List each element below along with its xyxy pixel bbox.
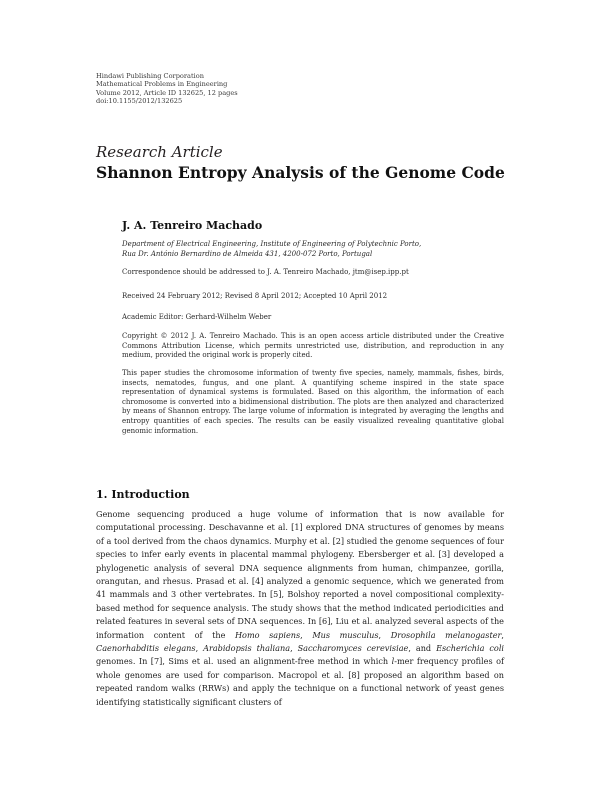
introduction-paragraph: Genome sequencing produced a huge volume of information that is now available for computational processing. Deschavanne et al. [1] explored DNA structures of genomes by means of a tool derived from the chaos dynamics. Murphy et al. [2] studied the genome sequences of four species to infer early events in placental mammal phylogeny. Ebersberger et al. [3] developed a phylogenetic analysis of several DNA sequence alignments from human, chimpanzee, gorilla, orangutan, and rhesus. Prasad et al. [4] analyzed a genomic sequence, which we generated from 41 mammals and 3 other vertebrates. In [5], Bolshoy reported a novel compositional complexity-based method for sequence analysis. The study shows that the method indicated periodicities and related features in several sets of DNA sequences. In [6], Liu et al. analyzed several aspects of the information content of the Homo sapiens, Mus musculus, Drosophila melanogaster, Caenorhabditis elegans, Arabidopsis thaliana, Saccharomyces cerevisiae, and Escherichia coli genomes. In [7], Sims et al. used an alignment-free method in which l-mer frequency profiles of whole genomes are used for comparison. Macropol et al. [8] proposed an algorithm based on repeated random walks (RRWs) and apply the technique on a functional network of yeast genes identifying statistically significant clusters of <box>96 509 505 707</box>
section-heading: 1. Introduction <box>96 488 190 501</box>
journal-header <box>96 72 238 106</box>
submission-dates: Received 24 February 2012; Revised 8 April 2012; Accepted 10 April 2012 <box>122 292 388 300</box>
correspondence: Correspondence should be addressed to J. A. Tenreiro Machado, jtm@isep.ipp.pt <box>122 268 409 276</box>
affiliation-line-2: Rua Dr. António Bernardino de Almeida 431, 4200-072 Porto, Portugal <box>122 249 373 258</box>
academic-editor: Academic Editor: Gerhard-Wilhelm Weber <box>122 313 272 321</box>
affiliation-line-1: Department of Electrical Engineering, Institute of Engineering of Polytechnic Porto, <box>122 240 422 248</box>
affiliation <box>122 240 504 259</box>
article-title: Shannon Entropy Analysis of the Genome Code <box>96 163 505 182</box>
publisher-name: Hindawi Publishing Corporation <box>96 72 204 80</box>
copyright-notice: Copyright © 2012 J. A. Tenreiro Machado. This is an open access article distributed under the Creative Commons Attribution License, which permits unrestricted use, distribution, and reproduction in any medium, provided the original work is properly cited. <box>122 332 504 360</box>
article-type: Research Article <box>96 143 223 161</box>
volume-info: Volume 2012, Article ID 132625, 12 pages <box>96 88 238 97</box>
introduction-body <box>96 508 504 709</box>
doi: doi:10.1155/2012/132625 <box>96 97 183 106</box>
abstract: This paper studies the chromosome information of twenty five species, namely, mammals, fishes, birds, insects, nematodes, fungus, and one plant. A quantifying scheme inspired in the state space representation of dynamical systems is formulated. Based on this algorithm, the information of each chromosome is converted into a bidimensional distribution. The plots are then analyzed and characterized by means of Shannon entropy. The large volume of information is integrated by averaging the lengths and entropy quantities of each species. The results can be easily visualized revealing quantitative global genomic information. <box>122 369 504 435</box>
author-name: J. A. Tenreiro Machado <box>122 219 263 232</box>
journal-name: Mathematical Problems in Engineering <box>96 80 228 89</box>
